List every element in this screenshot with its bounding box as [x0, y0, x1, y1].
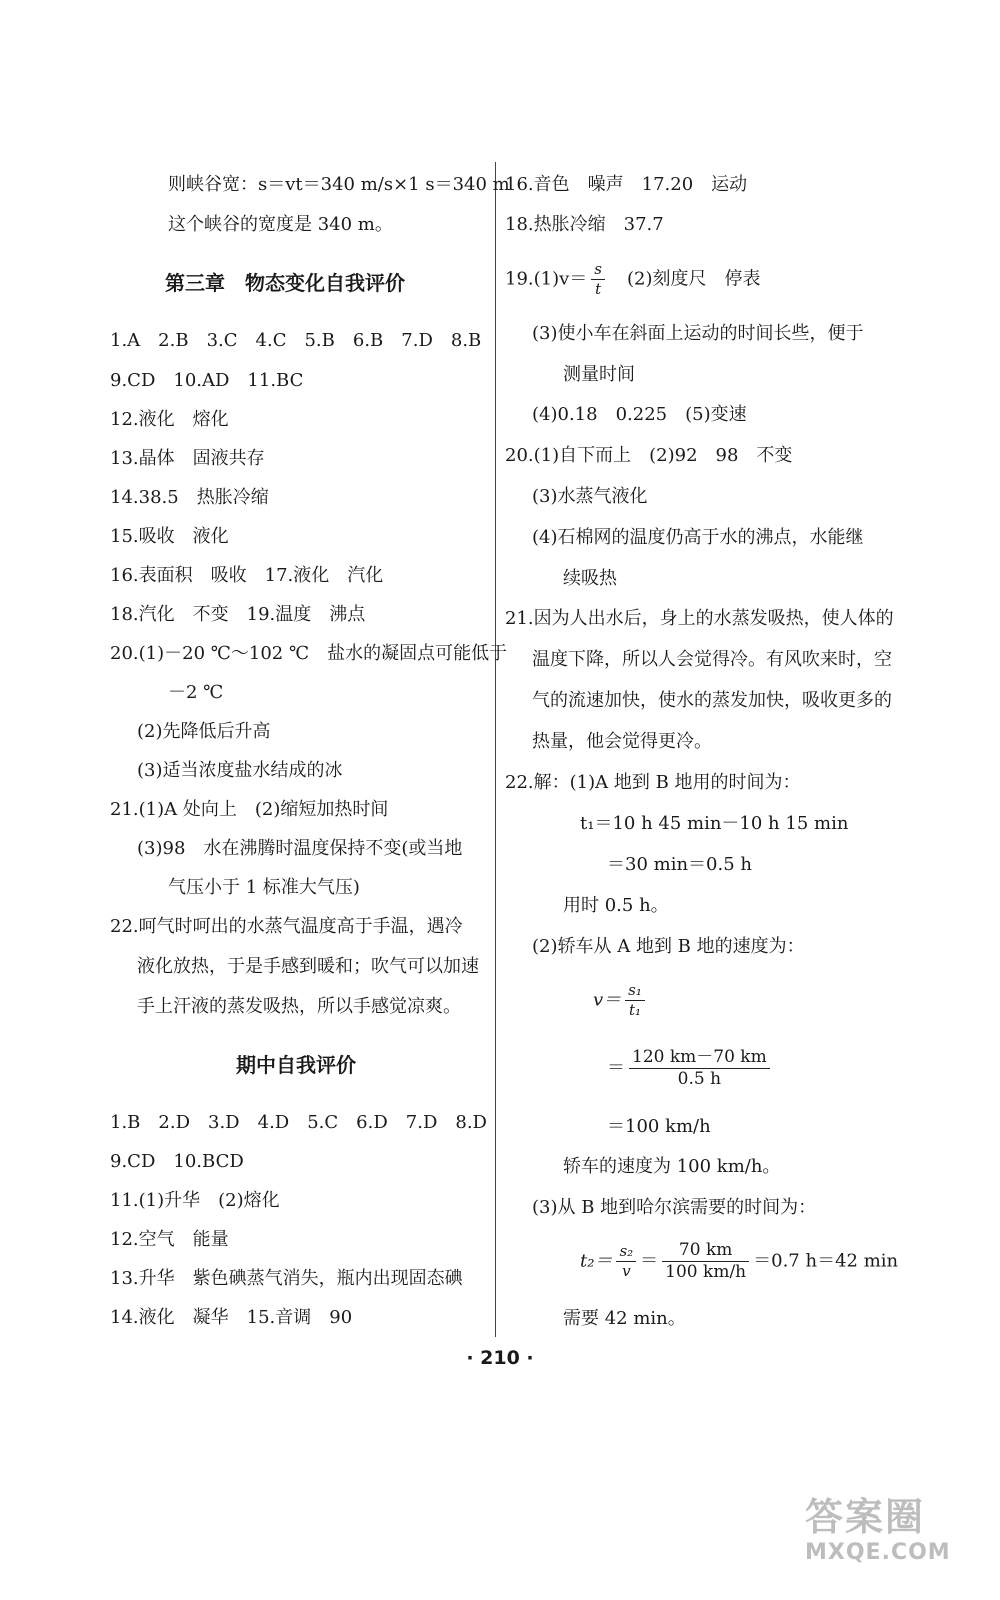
- frac-numerator: 70 km: [662, 1242, 749, 1262]
- ch3-answer-22a: 22.呵气时呵出的水蒸气温度高于手温，遇冷: [110, 916, 463, 937]
- fraction-s-over-t: [591, 262, 605, 297]
- mid-answer-14-15: 14.液化 凝华 15.音调 90: [110, 1307, 353, 1328]
- ch3-answer-20c: (2)先降低后升高: [137, 721, 271, 742]
- frac-denominator: t: [595, 280, 602, 298]
- mid-answer-22l: 需要 42 min。: [563, 1308, 686, 1329]
- fraction-s1-over-t1: [625, 983, 645, 1018]
- ch3-answer-15: 15.吸收 液化: [110, 526, 229, 547]
- ch3-answer-16-17: 16.表面积 吸收 17.液化 汽化: [110, 565, 384, 586]
- chapter3-title: 第三章 物态变化自我评价: [165, 271, 405, 295]
- mid-answer-21c: 气的流速加快，使水的蒸发加快，吸收更多的: [532, 690, 892, 711]
- mid-answer-21d: 热量，他会觉得更冷。: [532, 731, 712, 752]
- ch3-answer-21b: (3)98 水在沸腾时温度保持不变(或当地: [137, 838, 463, 859]
- mid-answer-20d: 续吸热: [563, 568, 617, 589]
- mid-answer-22j: (3)从 B 地到哈尔滨需要的时间为：: [532, 1197, 817, 1218]
- mid-answer-19c-1: (3)使小车在斜面上运动的时间长些，便于: [532, 323, 864, 344]
- mid-answers-1: 1.B 2.D 3.D 4.D 5.C 6.D 7.D 8.D: [110, 1112, 487, 1133]
- mid-answer-19d: (4)0.18 0.225 (5)变速: [532, 404, 747, 425]
- intro-line-1: 则峡谷宽：s＝vt＝340 m/s×1 s＝340 m: [168, 174, 510, 195]
- watermark-text: 答案圈: [805, 1495, 926, 1539]
- frac-numerator: s₂: [616, 1244, 636, 1262]
- frac-denominator: t₁: [629, 1001, 642, 1019]
- mid-answer-19c-2: 测量时间: [563, 364, 635, 385]
- fraction-s2-over-v: [616, 1244, 636, 1279]
- mid-answer-13: 13.升华 紫色碘蒸气消失，瓶内出现固态碘: [110, 1268, 463, 1289]
- ch3-answer-20b: －2 ℃: [168, 682, 224, 703]
- ch3-answer-13: 13.晶体 固液共存: [110, 448, 265, 469]
- watermark-logo: [805, 1495, 975, 1590]
- mid-answer-22f: [593, 983, 649, 1018]
- midterm-title: 期中自我评价: [236, 1053, 356, 1077]
- mid-answer-20a: 20.(1)自下而上 (2)92 98 不变: [505, 445, 793, 466]
- mid-answer-16-17: 16.音色 噪声 17.20 运动: [505, 174, 748, 195]
- mid-answer-12: 12.空气 能量: [110, 1229, 229, 1250]
- mid-answer-22g: [607, 1049, 774, 1088]
- watermark-url: MXQE.COM: [805, 1540, 951, 1565]
- ch3-answers-2: 9.CD 10.AD 11.BC: [110, 370, 304, 391]
- q22g-prefix: ＝: [607, 1057, 625, 1079]
- mid-answer-22i: 轿车的速度为 100 km/h。: [563, 1156, 781, 1177]
- q22k-prefix: t₂＝: [580, 1250, 613, 1272]
- frac-denominator: v: [622, 1262, 631, 1280]
- frac-numerator: s₁: [625, 983, 645, 1001]
- mid-answer-11: 11.(1)升华 (2)熔化: [110, 1190, 280, 1211]
- column-divider: [495, 162, 496, 1337]
- q22k-suffix: ＝0.7 h＝42 min: [753, 1250, 899, 1272]
- q19-suffix: (2)刻度尺 停表: [609, 268, 761, 290]
- ch3-answer-22b: 液化放热，于是手感到暖和；吹气可以加速: [137, 956, 479, 977]
- ch3-answer-12: 12.液化 熔化: [110, 409, 229, 430]
- mid-answer-20b: (3)水蒸气液化: [532, 486, 648, 507]
- ch3-answer-22c: 手上汗液的蒸发吸热，所以手感觉凉爽。: [137, 996, 461, 1017]
- ch3-answer-14: 14.38.5 热胀冷缩: [110, 487, 269, 508]
- frac-numerator: 120 km－70 km: [629, 1049, 770, 1069]
- mid-answer-22d: 用时 0.5 h。: [563, 895, 669, 916]
- mid-answer-19-line1: [505, 262, 761, 297]
- mid-answer-22e: (2)轿车从 A 地到 B 地的速度为：: [532, 936, 805, 957]
- fraction-70km-over-speed: [662, 1242, 749, 1281]
- ch3-answers-1: 1.A 2.B 3.C 4.C 5.B 6.B 7.D 8.B: [110, 330, 482, 351]
- mid-answer-18: 18.热胀冷缩 37.7: [505, 214, 664, 235]
- page-number: · 210 ·: [466, 1347, 534, 1369]
- q22k-mid: ＝: [640, 1250, 659, 1272]
- frac-denominator: 100 km/h: [665, 1262, 747, 1282]
- mid-answer-22a: 22.解：(1)A 地到 B 地用的时间为：: [505, 772, 801, 793]
- ch3-answer-20d: (3)适当浓度盐水结成的冰: [137, 760, 343, 781]
- fraction-distance-over-time: [629, 1049, 770, 1088]
- q22f-prefix: v＝: [593, 989, 622, 1011]
- q19-prefix: 19.(1)v＝: [505, 268, 588, 290]
- mid-answer-22b: t₁＝10 h 45 min－10 h 15 min: [580, 813, 849, 834]
- ch3-answer-21a: 21.(1)A 处向上 (2)缩短加热时间: [110, 799, 389, 820]
- ch3-answer-20a: 20.(1)－20 ℃～102 ℃ 盐水的凝固点可能低于: [110, 643, 508, 664]
- mid-answer-22c: ＝30 min＝0.5 h: [607, 854, 752, 875]
- ch3-answer-18-19: 18.汽化 不变 19.温度 沸点: [110, 604, 366, 625]
- frac-numerator: s: [591, 262, 605, 280]
- mid-answers-2: 9.CD 10.BCD: [110, 1151, 244, 1172]
- frac-denominator: 0.5 h: [677, 1069, 722, 1089]
- mid-answer-22k: [580, 1242, 898, 1281]
- mid-answer-22h: ＝100 km/h: [607, 1116, 711, 1137]
- mid-answer-21a: 21.因为人出水后，身上的水蒸发吸热，使人体的: [505, 608, 894, 629]
- intro-line-2: 这个峡谷的宽度是 340 m。: [168, 214, 393, 235]
- ch3-answer-21c: 气压小于 1 标准大气压): [168, 877, 360, 898]
- mid-answer-21b: 温度下降，所以人会觉得冷。有风吹来时，空: [532, 649, 892, 670]
- mid-answer-20c: (4)石棉网的温度仍高于水的沸点，水能继: [532, 527, 864, 548]
